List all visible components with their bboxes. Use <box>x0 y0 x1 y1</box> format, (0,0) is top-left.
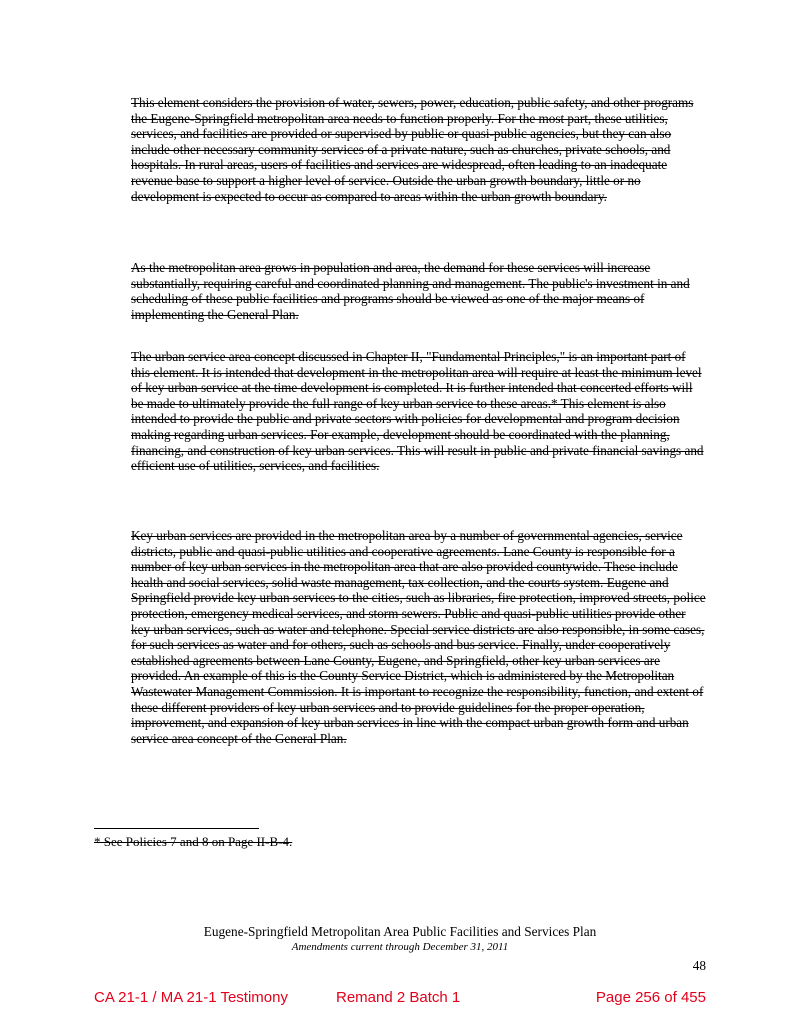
page-number: 48 <box>692 958 706 973</box>
paragraph-3 <box>131 349 706 474</box>
testimony-stamp: CA 21-1 / MA 21-1 Testimony <box>94 989 288 1006</box>
footer-title: Eugene-Springfield Metropolitan Area Public Facilities and Services Plan <box>203 924 597 939</box>
footer-subtitle: Amendments current through December 31, 2011 <box>291 941 509 953</box>
footnote: * See Policies 7 and 8 on Page II-B-4. <box>94 834 293 849</box>
footnote-divider <box>94 828 259 829</box>
paragraph-3-text: The urban service area concept discussed in Chapter II, "Fundamental Principles," is an important part of this element. It is intended that development in the metropolitan area will require at least the minimum level of key urban service at the time development is completed. It is further intended that concerted efforts will be made to ultimately provide the full range of key urban service to these areas.* This element is also intended to provide the public and private sectors with policies for developmental and program decision making regarding urban services. For example, development should be coordinated with the planning, financing, and construction of key urban services. This will result in public and private financial savings and efficient use of utilities, services, and facilities. <box>131 349 704 474</box>
paragraph-2 <box>131 260 706 322</box>
paragraph-4-text: Key urban services are provided in the metropolitan area by a number of governmental agencies, service districts, public and quasi-public utilities and cooperative agreements. Lane County is responsible for a number of key urban services in the metropolitan area that are also provided countywide. These include health and social services, solid waste management, tax collection, and the courts system. Eugene and Springfield provide key urban services to the cities, such as libraries, fire protection, improved streets, police protection, emergency medical services, and storm sewers. Public and quasi-public utilities provide other key urban services, such as water and telephone. Special service districts are also responsible, in some cases, for such services as water and for others, such as schools and bus service. Finally, under cooperatively established agreements between Lane County, Eugene, and Springfield, other key urban services are provided. An example of this is the County Service District, which is administered by the Metropolitan Wastewater Management Commission. It is important to recognize the responsibility, function, and extent of these different providers of key urban services and to provide guidelines for the proper operation, improvement, and expansion of key urban services in line with the compact urban growth form and urban service area concept of the General Plan. <box>131 528 706 746</box>
paragraph-2-text: As the metropolitan area grows in population and area, the demand for these services will increase substantially, requiring careful and coordinated planning and management. The public's investment in and scheduling of these public facilities and programs should be viewed as one of the major means of implementing the General Plan. <box>131 260 690 322</box>
page-count-stamp: Page 256 of 455 <box>595 989 706 1006</box>
paragraph-1 <box>131 95 706 204</box>
paragraph-4 <box>131 528 706 746</box>
batch-stamp: Remand 2 Batch 1 <box>336 989 461 1006</box>
paragraph-1-text: This element considers the provision of water, sewers, power, education, public safety, and other programs the Eugene-Springfield metropolitan area needs to function properly. For the most part, these utilities, services, and facilities are provided or supervised by public or quasi-public agencies, but they can also include other necessary community services of a private nature, such as churches, private schools, and hospitals. In rural areas, users of facilities and services are widespread, often leading to an inadequate revenue base to support a higher level of service. Outside the urban growth boundary, little or no development is expected to occur as compared to areas within the urban growth boundary. <box>131 95 694 204</box>
